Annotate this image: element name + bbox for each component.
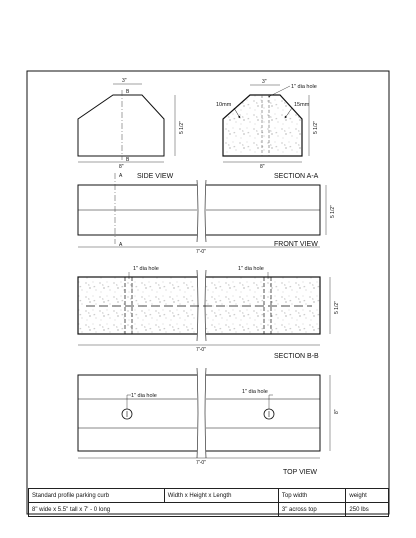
side-height-dim: 5 1/2" [179, 121, 185, 134]
top-length-dim: 7'-0" [196, 460, 206, 466]
section-bb-height-dim: 5 1/2" [334, 301, 340, 314]
top-view-title: TOP VIEW [283, 469, 317, 476]
front-length-dim: 7'-0" [196, 249, 206, 255]
section-aa-title: SECTION A-A [274, 173, 319, 180]
section-aa-top-dim: 3" [262, 79, 267, 85]
section-aa-right-chamfer: 15mm [294, 102, 310, 108]
side-view [78, 78, 185, 180]
section-aa-bottom-dim: 8" [260, 164, 265, 170]
section-aa-hole-label: 1" dia hole [291, 84, 317, 90]
section-bb-break-gap [197, 270, 206, 341]
section-aa [216, 79, 319, 180]
spec-header-product: Standard profile parking curb [29, 489, 165, 503]
spec-header-weight: weight [346, 489, 389, 503]
section-bb-hole-label-left: 1" dia hole [133, 266, 159, 272]
section-aa-profile [223, 95, 302, 156]
top-hole-right-leader [269, 395, 273, 409]
top-break-gap [197, 368, 206, 458]
side-top-dim: 3" [122, 78, 127, 84]
side-profile [78, 95, 164, 156]
spec-table [28, 488, 389, 517]
side-mark-bottom: B [126, 157, 130, 163]
spec-value-weight: 250 lbs [346, 503, 389, 517]
section-bb-length-dim: 7'-0" [196, 347, 206, 353]
spec-header-dimensions: Width x Height x Length [164, 489, 278, 503]
spec-header-top-width: Top width [278, 489, 346, 503]
top-view [78, 368, 340, 476]
front-height-dim: 5 1/2" [330, 205, 336, 218]
spec-header-row [29, 489, 389, 503]
section-aa-height-dim: 5 1/2" [313, 121, 319, 134]
top-hole-label-right: 1" dia hole [242, 389, 268, 395]
front-view-title: FRONT VIEW [274, 241, 318, 248]
front-break-gap [197, 180, 206, 242]
side-mark-top: B [126, 89, 130, 95]
side-bottom-dim: 8" [119, 164, 124, 170]
top-hole-label-left: 1" dia hole [131, 393, 157, 399]
front-view [78, 173, 336, 255]
section-bb [78, 266, 340, 360]
spec-value-row [29, 503, 389, 517]
section-bb-title: SECTION B-B [274, 353, 319, 360]
front-mark-top: A [119, 173, 123, 179]
spec-value-top-width: 3" across top [278, 503, 346, 517]
front-mark-bottom: A [119, 242, 123, 248]
spec-value-dimensions: 8" wide x 5.5" tall x 7' - 0 long [29, 503, 279, 517]
section-bb-hole-label-right: 1" dia hole [238, 266, 264, 272]
top-width-dim: 8" [334, 409, 340, 414]
side-view-title: SIDE VIEW [137, 173, 174, 180]
section-aa-left-chamfer: 10mm [216, 102, 232, 108]
